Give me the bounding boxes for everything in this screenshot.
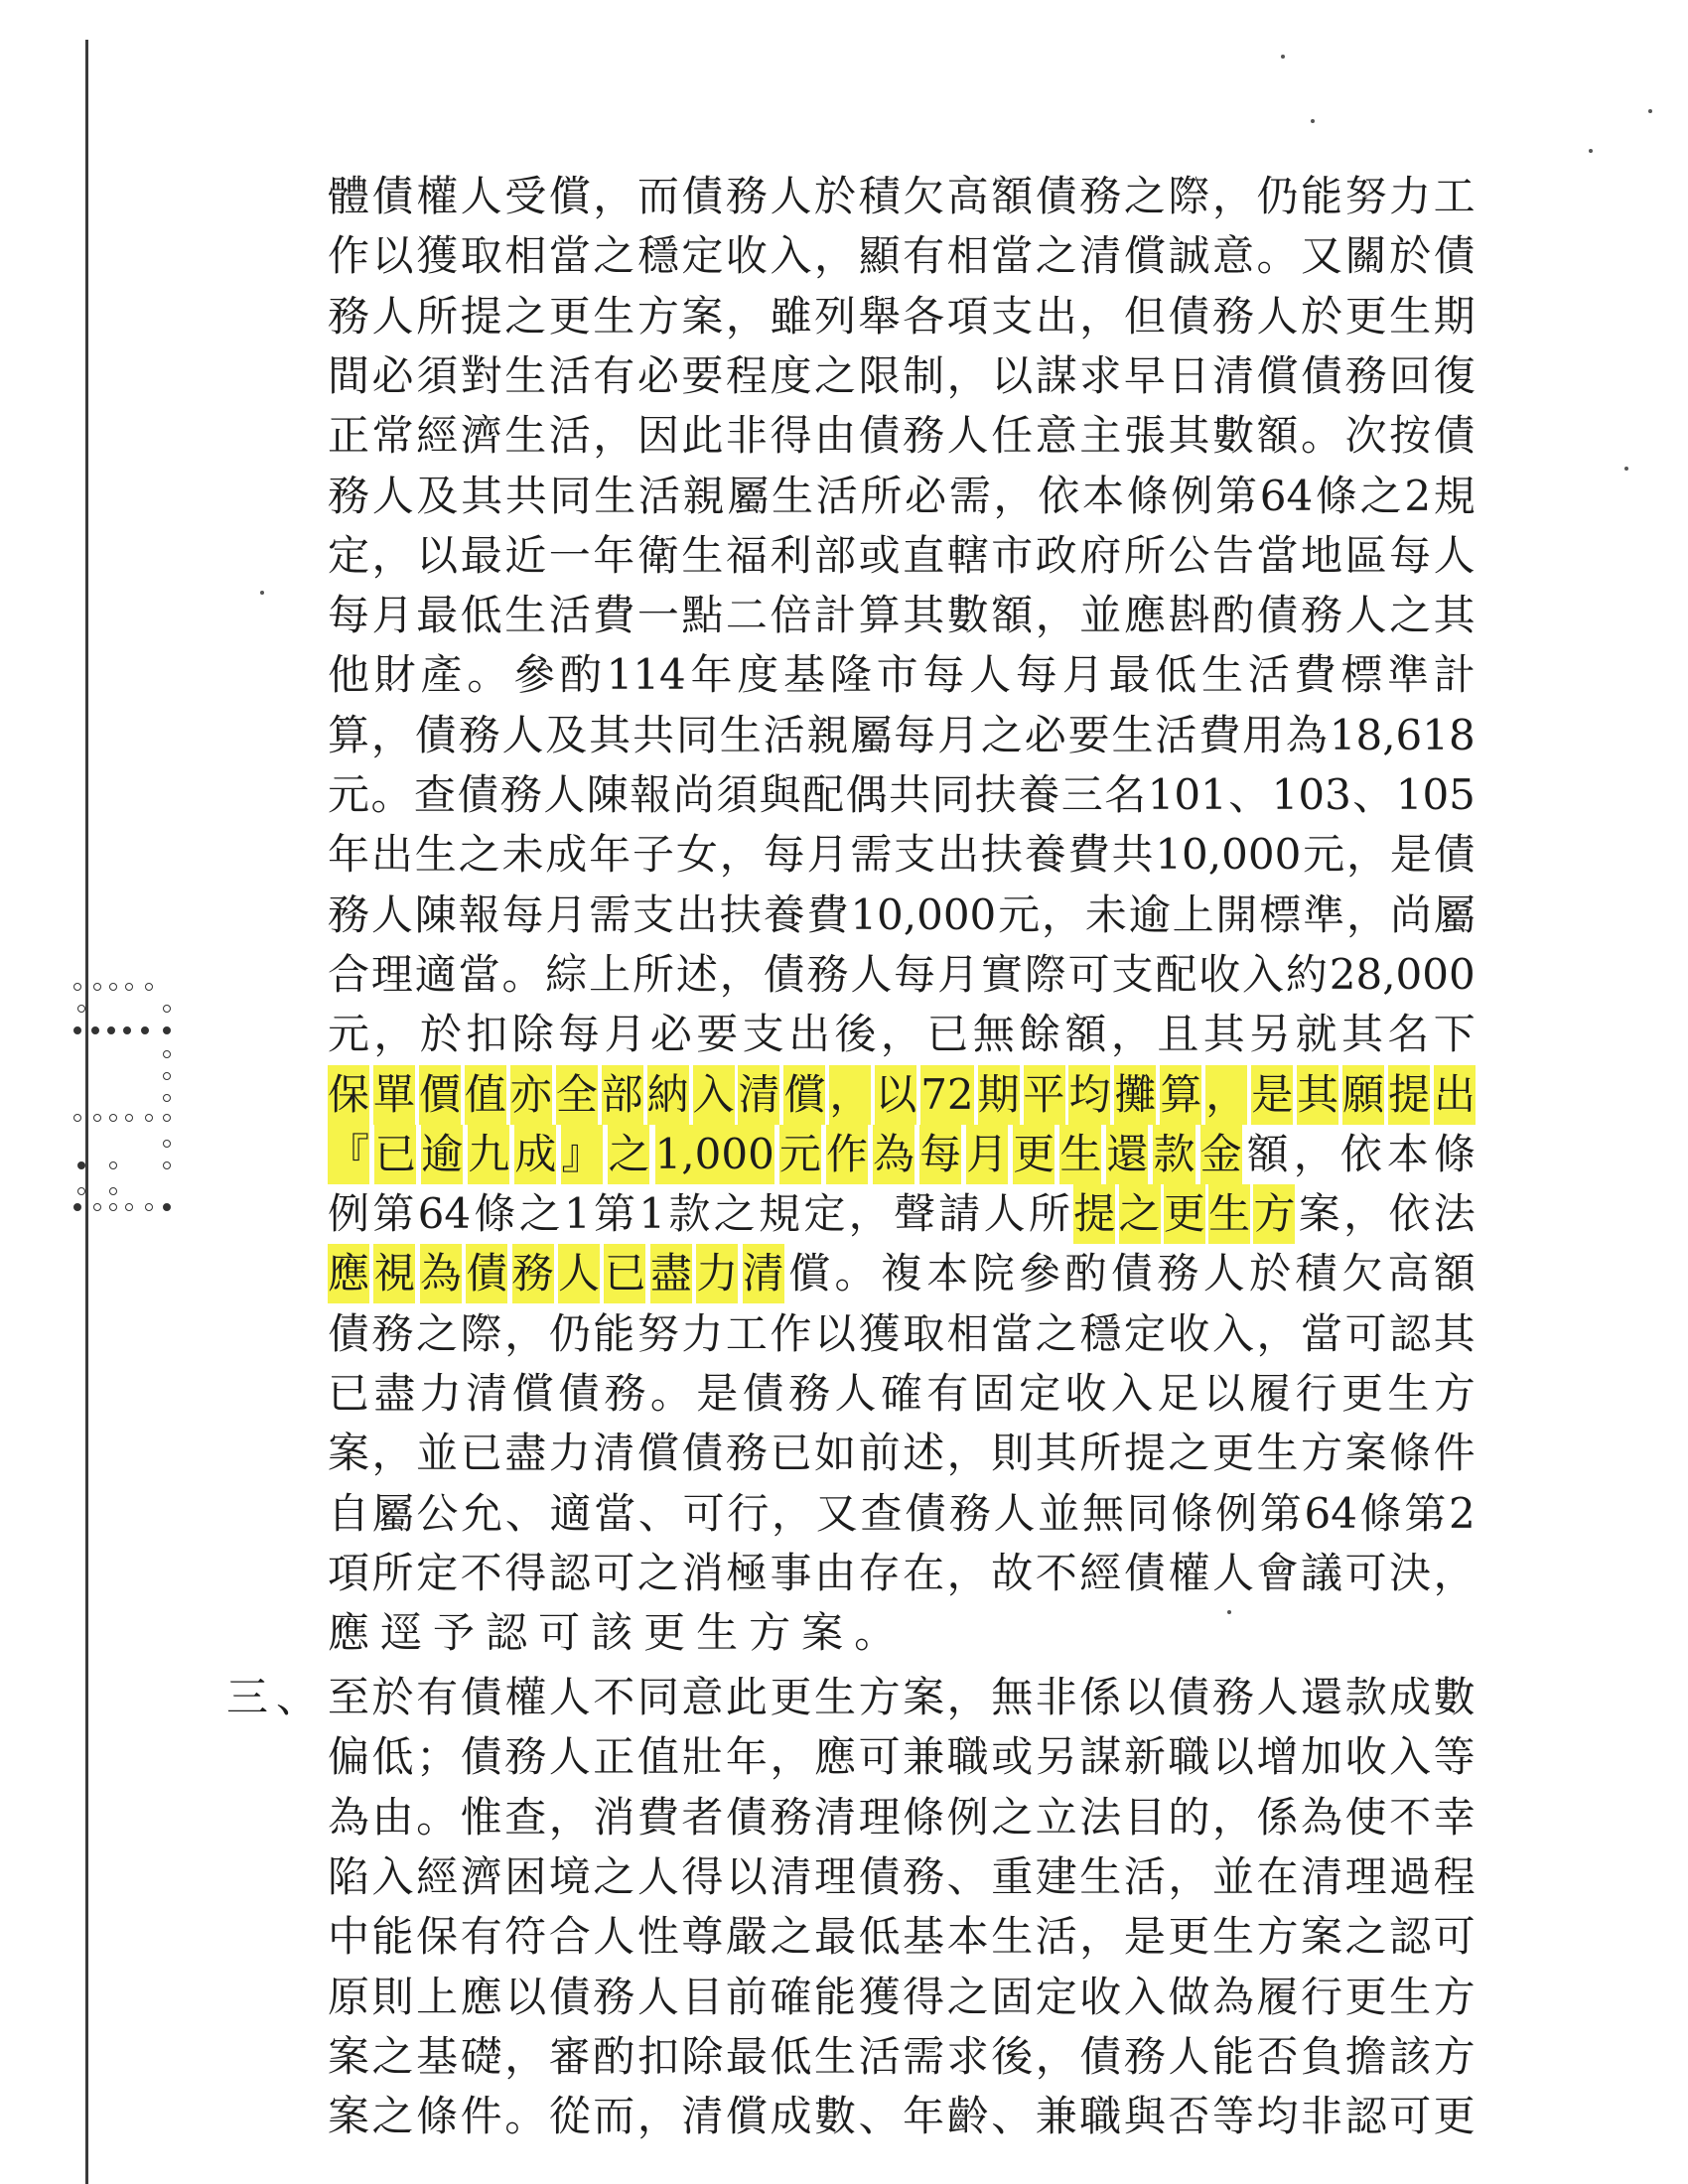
text-line: 案 之 基 礎 ， 審 酌 扣 除 最 低 生 活 需 求 後 ， 債 務 人 能 否 負 擔 該 方 — [328, 2031, 1476, 2081]
scan-speck — [1624, 467, 1628, 471]
scan-speck — [1589, 149, 1593, 153]
text-line: 至 於 有 債 權 人 不 同 意 此 更 生 方 案 ， 無 非 係 以 債 務 人 還 款 成 數 — [328, 1673, 1476, 1721]
text-line: 為 由 。 惟 查 ， 消 費 者 債 務 清 理 條 例 之 立 法 目 的 ， 係 為 使 不 幸 — [328, 1792, 1476, 1842]
text-line: 例 第 64 條 之 1 第 1 款 之 規 定 ， 聲 請 人 所 提 之 更 生 方 案 ， 依 法 — [328, 1184, 1476, 1244]
text-line: 元 。 查 債 務 人 陳 報 尚 須 與 配 偶 共 同 扶 養 三 名 101 、 103 、 105 — [328, 770, 1476, 819]
text-line: 項 所 定 不 得 認 可 之 消 極 事 由 存 在 ， 故 不 經 債 權 人 會 議 可 決 ， — [328, 1548, 1476, 1597]
text-line: 作 以 獲 取 相 當 之 穩 定 收 入 ， 顯 有 相 當 之 清 償 誠 意 。 又 關 於 債 — [328, 231, 1476, 281]
text-line: 偏 低 ； 債 務 人 正 值 壯 年 ， 應 可 兼 職 或 另 謀 新 職 以 增 加 收 入 等 — [328, 1732, 1476, 1782]
text-line: 債 務 之 際 ， 仍 能 努 力 工 作 以 獲 取 相 當 之 穩 定 收 入 ， 當 可 認 其 — [328, 1308, 1476, 1358]
text-line: 案 ， 並 已 盡 力 清 償 債 務 已 如 前 述 ， 則 其 所 提 之 更 生 方 案 條 件 — [328, 1429, 1476, 1478]
text-line: 應 視 為 債 務 人 已 盡 力 清 償 。 複 本 院 參 酌 債 務 人 於 積 欠 高 額 — [328, 1244, 1476, 1303]
text-line: 正 常 經 濟 生 活 ， 因 此 非 得 由 債 務 人 任 意 主 張 其 數 額 。 次 按 債 — [328, 411, 1476, 461]
text-line: 案 之 條 件 。 從 而 ， 清 償 成 數 、 年 齡 、 兼 職 與 否 等 均 非 認 可 更 — [328, 2092, 1476, 2141]
scan-speck — [1311, 119, 1315, 123]
text-line: 已 盡 力 清 償 債 務 。 是 債 務 人 確 有 固 定 收 入 足 以 履 行 更 生 方 — [328, 1369, 1476, 1418]
text-line: 『 已 逾 九 成 』 之 1,000 元 作 為 每 月 更 生 還 款 金 額 ， 依 本 條 — [328, 1125, 1476, 1184]
text-line: 自 屬 公 允 、 適 當 、 可 行 ， 又 查 債 務 人 並 無 同 條 例 第 64 條 第 2 — [328, 1488, 1476, 1538]
scan-speck — [260, 591, 264, 595]
text-line: 間 必 須 對 生 活 有 必 要 程 度 之 限 制 ， 以 謀 求 早 日 清 償 債 務 回 復 — [328, 350, 1476, 400]
text-line: 陷 入 經 濟 困 境 之 人 得 以 清 理 債 務 、 重 建 生 活 ， 並 在 清 理 過 程 — [328, 1851, 1476, 1901]
text-line: 務 人 及 其 共 同 生 活 親 屬 生 活 所 必 需 ， 依 本 條 例 第 64 條 之 2 規 — [328, 471, 1476, 520]
text-line: 應 逕 予 認 可 該 更 生 方 案 。 — [328, 1608, 908, 1658]
text-line: 中 能 保 有 符 合 人 性 尊 嚴 之 最 低 基 本 生 活 ， 是 更 生 方 案 之 認 可 — [328, 1912, 1476, 1962]
text-line: 定 ， 以 最 近 一 年 衛 生 福 利 部 或 直 轄 市 政 府 所 公 告 當 地 區 每 人 — [328, 530, 1476, 580]
text-line: 原 則 上 應 以 債 務 人 目 前 確 能 獲 得 之 固 定 收 入 做 為 履 行 更 生 方 — [328, 1972, 1476, 2021]
text-line: 他 財 產 。 參 酌 114 年 度 基 隆 市 每 人 每 月 最 低 生 活 費 標 準 計 — [328, 650, 1476, 700]
text-line: 體 債 權 人 受 償 ， 而 債 務 人 於 積 欠 高 額 債 務 之 際 ， 仍 能 努 力 工 — [328, 172, 1476, 220]
text-line: 年 出 生 之 未 成 年 子 女 ， 每 月 需 支 出 扶 養 費 共 10,000 元 ， 是 債 — [328, 830, 1476, 880]
section-marker: 三、 — [226, 1673, 327, 1721]
text-line: 務 人 所 提 之 更 生 方 案 ， 雖 列 舉 各 項 支 出 ， 但 債 務 人 於 更 生 期 — [328, 291, 1476, 341]
text-line: 算 ， 債 務 人 及 其 共 同 生 活 親 屬 每 月 之 必 要 生 活 費 用 為 18,618 — [328, 710, 1476, 759]
text-line: 元 ， 於 扣 除 每 月 必 要 支 出 後 ， 已 無 餘 額 ， 且 其 另 就 其 名 下 — [328, 1010, 1476, 1059]
scan-speck — [1227, 1610, 1231, 1614]
text-line: 保 單 價 值 亦 全 部 納 入 清 償 ， 以 72 期 平 均 攤 算 ， 是 其 願 提 出 — [328, 1065, 1476, 1125]
text-line: 務 人 陳 報 每 月 需 支 出 扶 養 費 10,000 元 ， 未 逾 上 開 標 準 ， 尚 屬 — [328, 889, 1476, 939]
text-line: 合 理 適 當 。 綜 上 所 述 ， 債 務 人 每 月 實 際 可 支 配 收 入 約 28,000 — [328, 949, 1476, 999]
scan-speck — [1648, 109, 1652, 113]
scan-speck — [1281, 55, 1285, 59]
text-line: 每 月 最 低 生 活 費 一 點 二 倍 計 算 其 數 額 ， 並 應 斟 酌 債 務 人 之 其 — [328, 591, 1476, 640]
